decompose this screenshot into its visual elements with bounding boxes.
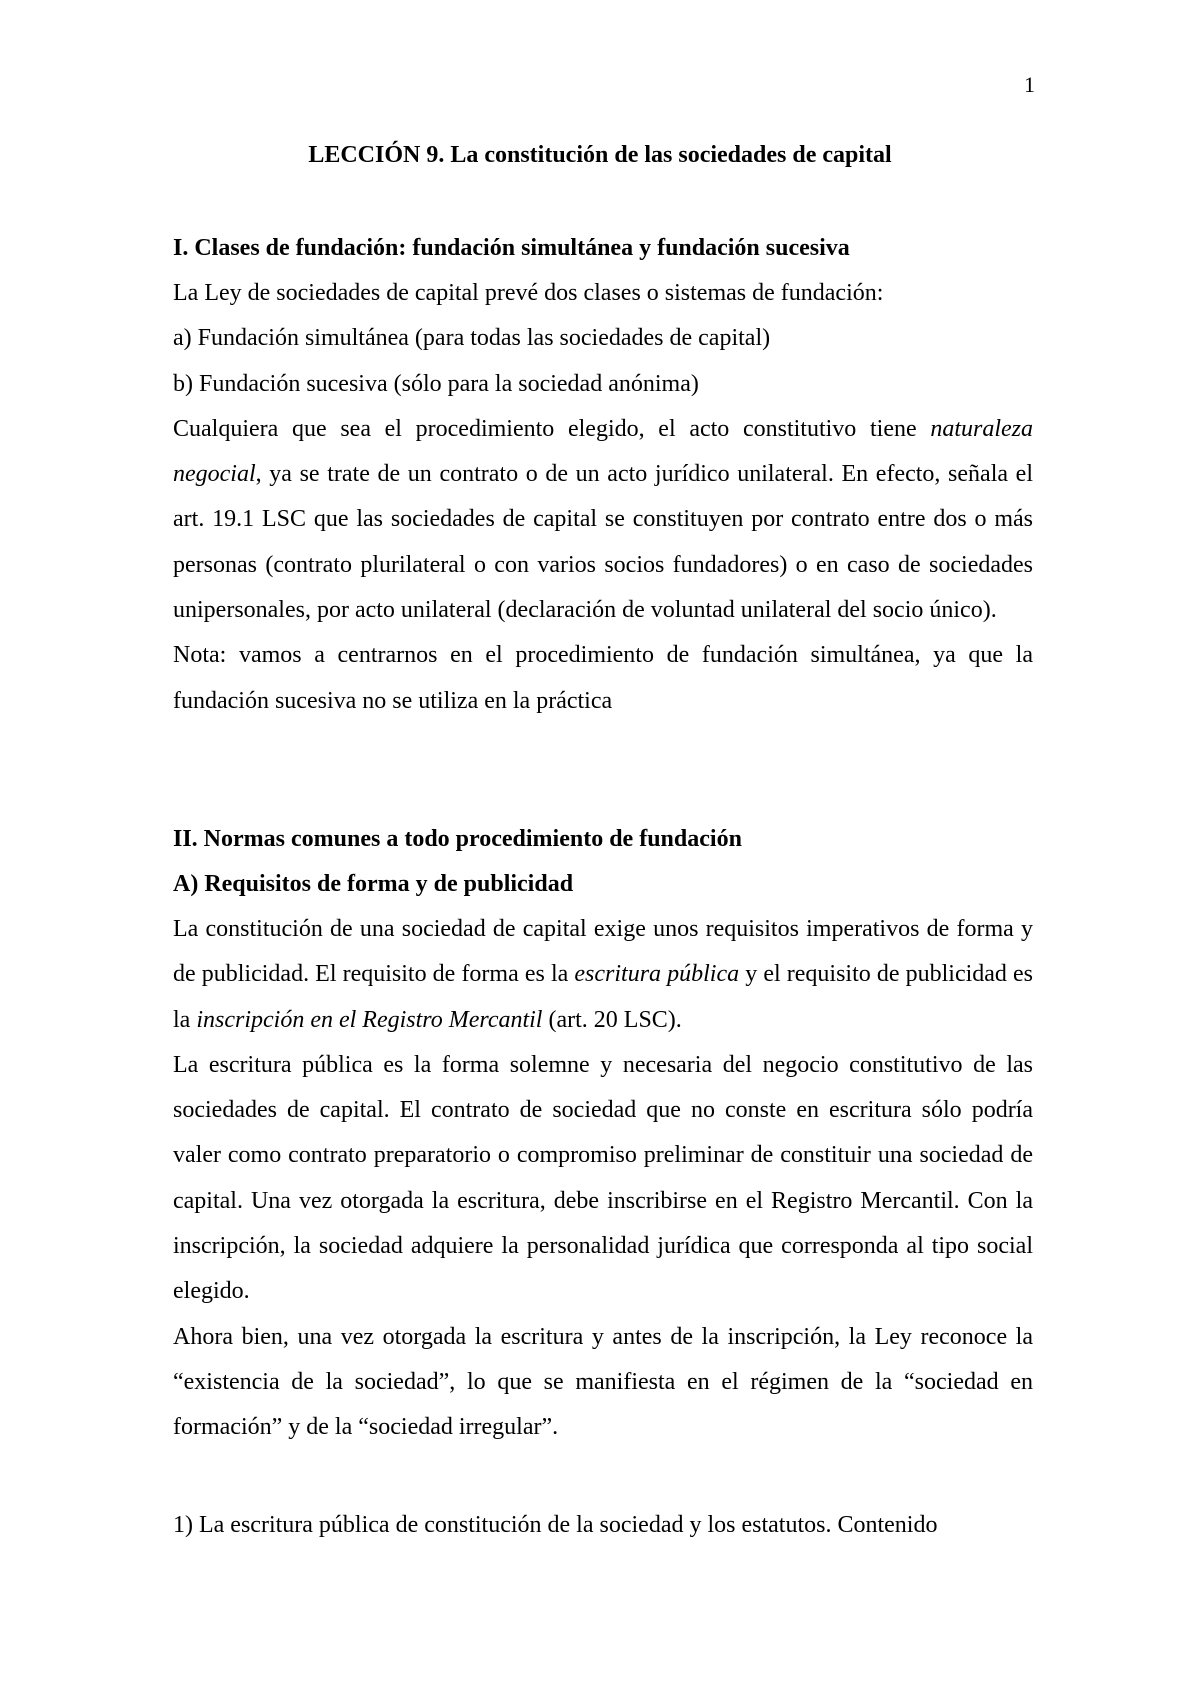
- paragraph-existencia-sociedad: Ahora bien, una vez otorgada la escritura y antes de la inscripción, la Ley reconoce la “existencia de la sociedad”, lo que se manifiesta en el régimen de la “sociedad en formación” y de la “sociedad irregular”.: [173, 1323, 1033, 1441]
- paragraph-text: (art. 20 LSC).: [542, 1006, 682, 1033]
- section-normas-comunes: [173, 817, 1033, 1451]
- document-title: LECCIÓN 9. La constitución de las sociedades de capital: [308, 142, 892, 168]
- section-heading: I. Clases de fundación: fundación simultánea y fundación sucesiva: [173, 235, 850, 261]
- paragraph-text: Cualquiera que sea el procedimiento elegido, el acto constitutivo tiene: [173, 415, 931, 442]
- list-item-1: 1) La escritura pública de constitución de la sociedad y los estatutos. Contenido: [173, 1512, 938, 1538]
- subsection-heading: A) Requisitos de forma y de publicidad: [173, 871, 574, 897]
- section-escritura-publica: [173, 1503, 1033, 1548]
- italic-term: inscripción en el Registro Mercantil: [196, 1006, 543, 1033]
- section-heading: II. Normas comunes a todo procedimiento de fundación: [173, 826, 742, 852]
- paragraph-text: , ya se trate de un contrato o de un acto jurídico unilateral. En efecto, señala el art. 19.1 LSC que las sociedades de capital se constituyen por contrato entre dos o más personas (contrato plurilateral o con varios socios fundadores) o en caso de sociedades unipersonales, por acto unilateral (declaración de voluntad unilateral del socio único).: [173, 461, 1033, 624]
- intro-text: La Ley de sociedades de capital prevé dos clases o sistemas de fundación:: [173, 280, 884, 306]
- page-number: 1: [1024, 72, 1035, 97]
- note-paragraph: Nota: vamos a centrarnos en el procedimiento de fundación simultánea, ya que la fundación sucesiva no se utiliza en la práctica: [173, 642, 1033, 714]
- list-item-a: a) Fundación simultánea (para todas las sociedades de capital): [173, 325, 771, 352]
- paragraph-requisitos: [173, 907, 1033, 1043]
- italic-term: naturaleza negocial: [173, 415, 1033, 488]
- italic-term: escritura pública: [574, 961, 740, 988]
- section-clases-de-fundacion: [173, 226, 1033, 724]
- paragraph-acto-constitutivo: [173, 407, 1033, 633]
- paragraph-text: y el requisito de publicidad es la: [173, 961, 1034, 1033]
- paragraph-escritura-publica: La escritura pública es la forma solemne y necesaria del negocio constitutivo de las sociedades de capital. El contrato de sociedad que no conste en escritura sólo podría valer como contrato preparatorio o compromiso preliminar de constituir una sociedad de capital. Una vez otorgada la escritura, debe inscribirse en el Registro Mercantil. Con la inscripción, la sociedad adquiere la personalidad jurídica que corresponda al tipo social elegido.: [173, 1051, 1033, 1305]
- paragraph-text: La constitución de una sociedad de capital exige unos requisitos imperativos de forma y de publicidad. El requisito de forma es la: [173, 916, 1033, 988]
- list-item-b: b) Fundación sucesiva (sólo para la sociedad anónima): [173, 370, 699, 397]
